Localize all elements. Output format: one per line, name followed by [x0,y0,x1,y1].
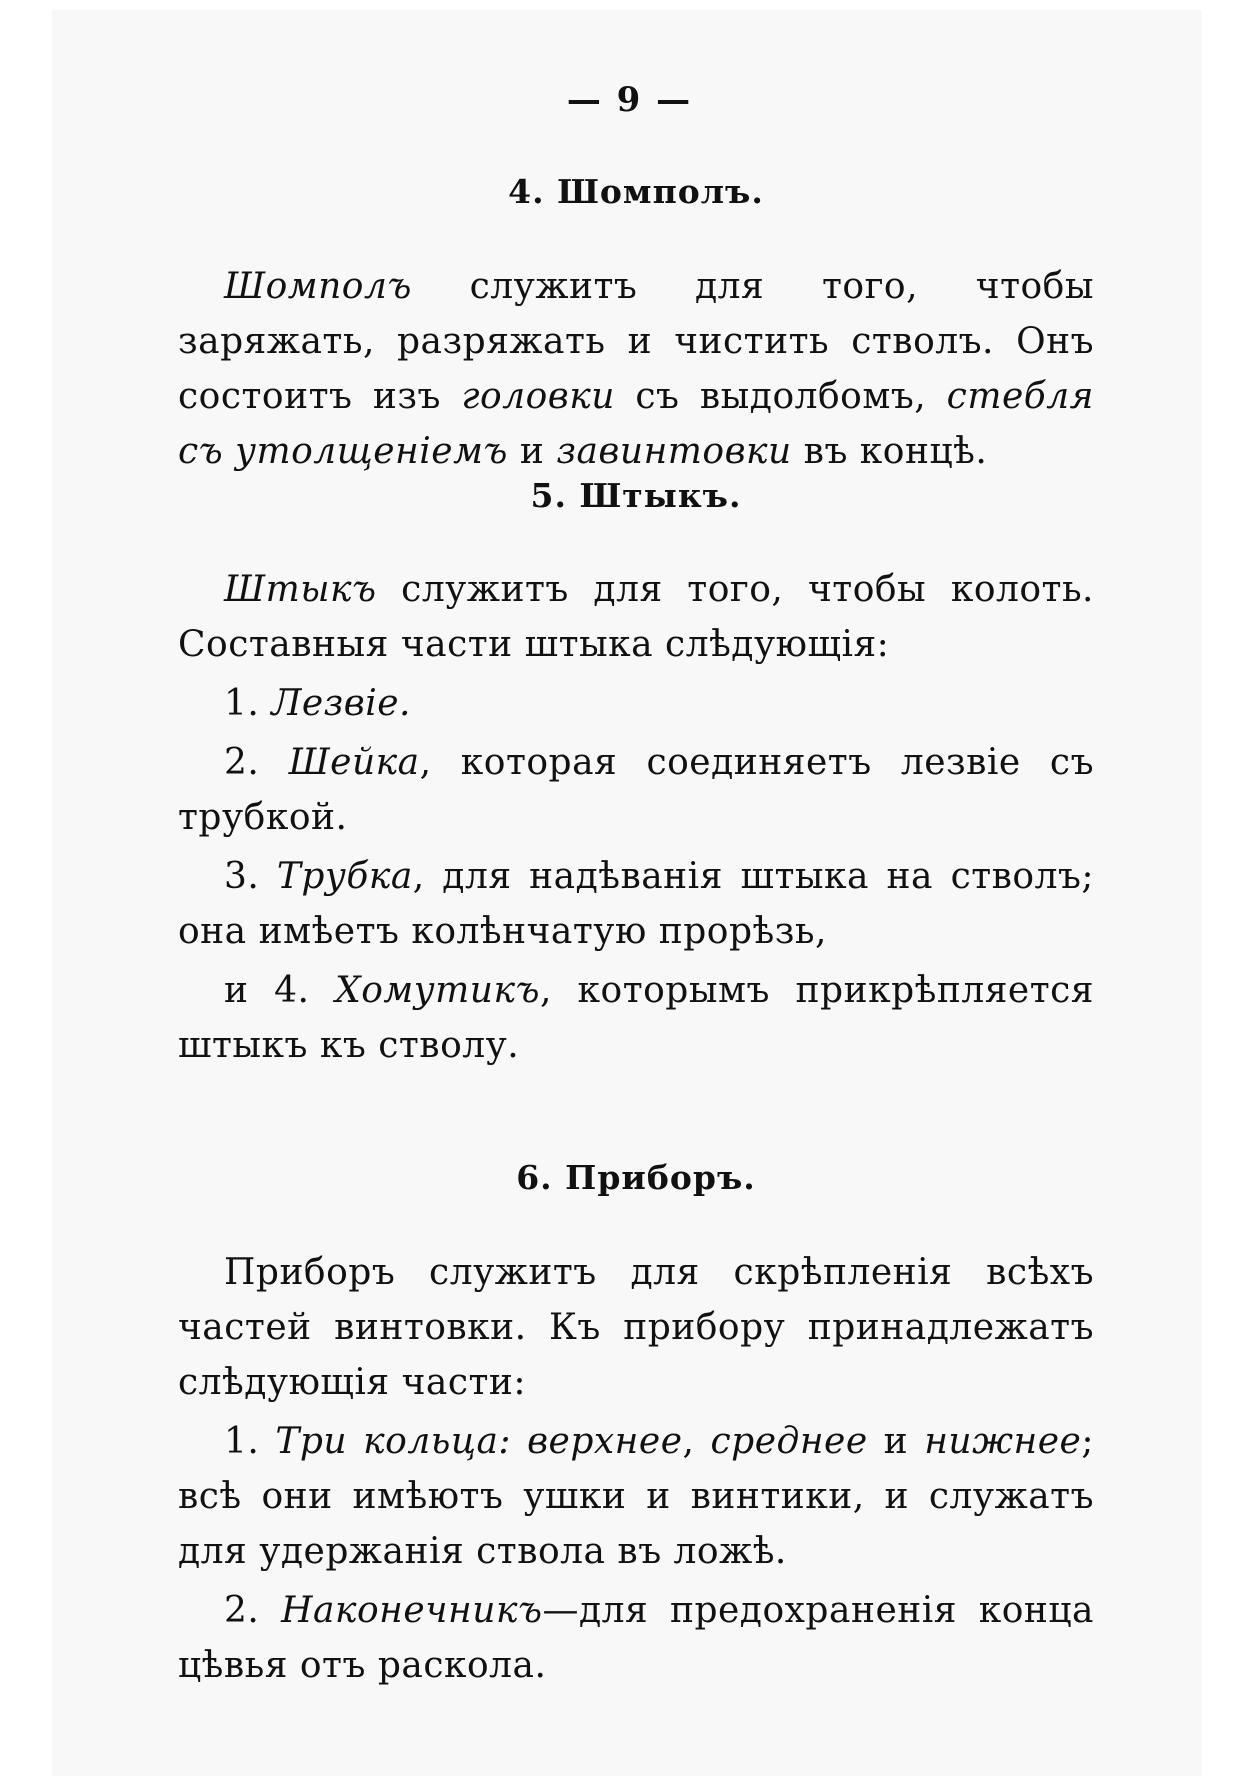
list-item: и 4. Хомутикъ, которымъ прикрѣпляется штыкъ къ стволу. [178,970,1094,1066]
section-fittings [178,1158,1094,1693]
paragraph: Штыкъ служитъ для того, чтобы колоть. Составныя части штыка слѣдующія: [178,569,1094,665]
list-item: 1. Лезвіе. [224,683,411,724]
page-number: — 9 — [566,80,693,120]
paragraph: Приборъ служитъ для скрѣпленія всѣхъ частей винтовки. Къ прибору принадлежатъ слѣдующія части: [178,1252,1094,1403]
section-title: 4. Шомполъ. [508,172,764,211]
paragraph: Шомполъ служитъ для того, чтобы заряжать, разряжать и чистить стволъ. Онъ состоитъ изъ головки съ выдолбомъ, стебля съ утолщеніемъ и завинтовки въ концѣ. [178,266,1094,472]
section-ramrod [178,172,1094,479]
list-item: 2. Наконечникъ—для предохраненія конца цѣвья отъ раскола. [178,1590,1094,1686]
section-bayonet [178,476,1094,1073]
list-item: 3. Трубка, для надѣванія штыка на стволъ; она имѣетъ колѣнчатую прорѣзь, [178,856,1094,952]
list-item: 1. Три кольца: верхнее, среднее и нижнее; всѣ они имѣютъ ушки и винтики, и служатъ для удержанія ствола въ ложѣ. [178,1421,1094,1572]
section-title: 6. Приборъ. [516,1158,756,1197]
list-item: 2. Шейка, которая соединяетъ лезвіе съ трубкой. [178,742,1095,838]
section-title: 5. Штыкъ. [530,476,742,515]
